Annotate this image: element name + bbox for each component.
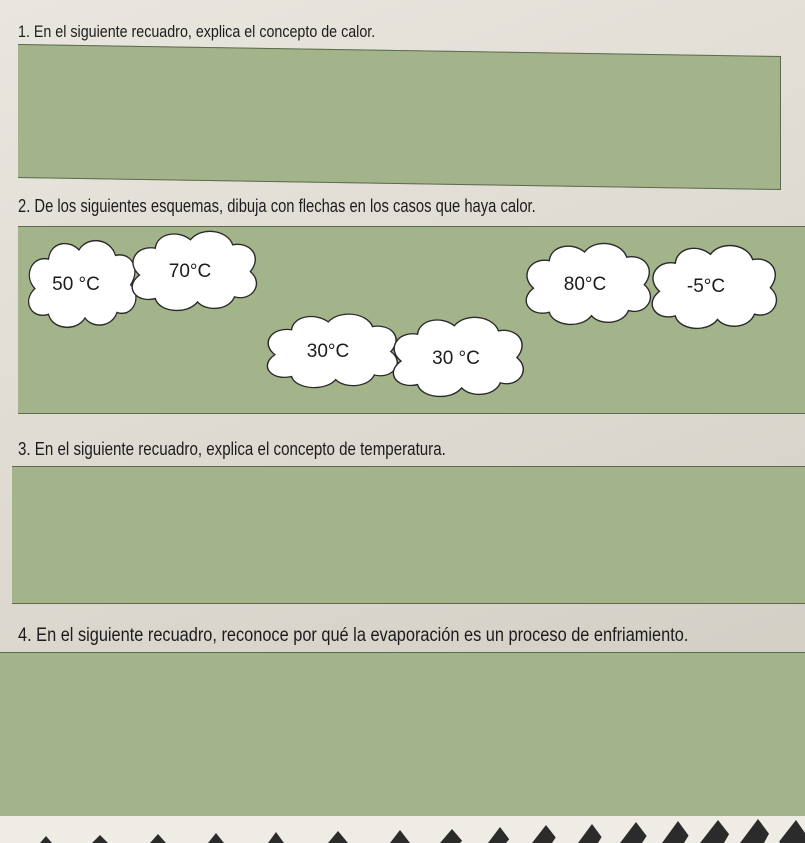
cloud-30c-left-label: 30°C — [306, 341, 350, 362]
decorative-border — [0, 816, 805, 843]
cloud-70c-label: 70°C — [168, 261, 212, 282]
question-4-text: 4. En el siguiente recuadro, reconoce por qué la evaporación es un proceso de enfriamiento. — [18, 625, 689, 646]
cloud-30c-right-label: 30 °C — [432, 348, 480, 369]
question-1-text: 1. En el siguiente recuadro, explica el concepto de calor. — [18, 22, 376, 41]
cloud-50c-label: 50 °C — [52, 274, 100, 295]
answer-box-3[interactable] — [12, 466, 805, 604]
question-3-text: 3. En el siguiente recuadro, explica el concepto de temperatura. — [18, 439, 446, 459]
decorative-border-pattern — [0, 816, 805, 843]
answer-box-4[interactable] — [0, 652, 805, 818]
cloud-minus-5c-label: -5°C — [686, 276, 726, 297]
cloud-80c-label: 80°C — [563, 274, 607, 295]
question-2-text: 2. De los siguientes esquemas, dibuja con flechas en los casos que haya calor. — [18, 196, 536, 216]
